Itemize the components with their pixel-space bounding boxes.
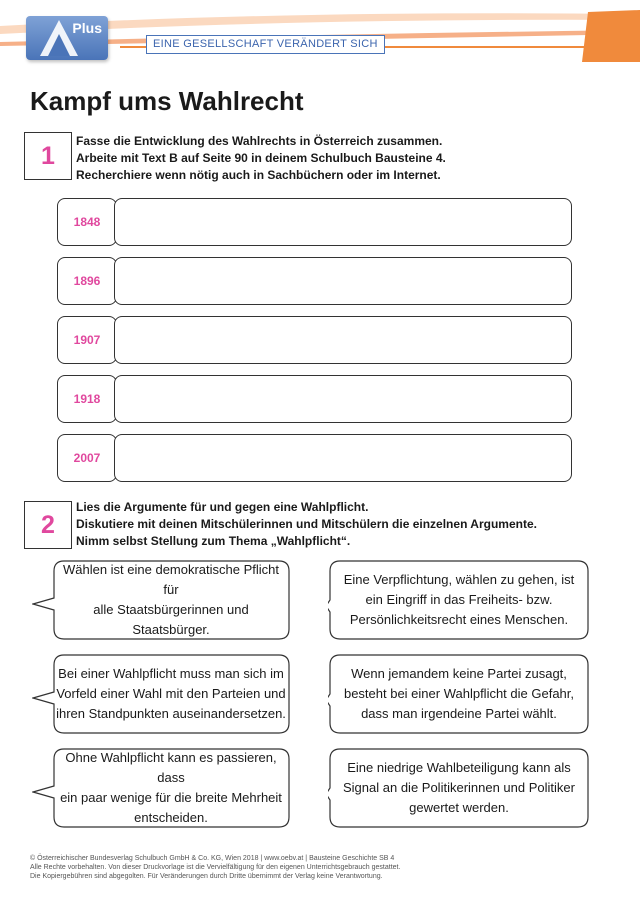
answer-field-2007[interactable] bbox=[114, 434, 572, 482]
publisher-logo bbox=[26, 16, 108, 60]
year-label-1896: 1896 bbox=[57, 257, 117, 305]
argument-text: Eine niedrige Wahlbeteiligung kann als Signal an die Politikerinnen und Politiker gewertet werden. bbox=[343, 760, 575, 815]
task2-instructions bbox=[76, 499, 537, 550]
logo-text: Plus bbox=[72, 20, 102, 36]
instruction-line: Fasse die Entwicklung des Wahlrechts in Österreich zusammen. bbox=[76, 134, 443, 148]
argument-bubble bbox=[32, 748, 290, 828]
instruction-line: Diskutiere mit deinen Mitschülerinnen und Mitschülern die einzelnen Argumente. bbox=[76, 517, 537, 531]
argument-bubble bbox=[32, 654, 290, 734]
argument-text: Wenn jemandem keine Partei zusagt, besteht bei einer Wahlpflicht die Gefahr, dass man irgendeine Partei wählt. bbox=[343, 666, 575, 721]
argument-text: Eine Verpflichtung, wählen zu gehen, ist ein Eingriff in das Freiheits- bzw. Persönlichkeitsrecht eines Menschen. bbox=[343, 572, 575, 627]
footer-line: © Österreichischer Bundesverlag Schulbuch GmbH & Co. KG, Wien 2018 | www.oebv.at | Bausteine Geschichte SB 4 bbox=[30, 855, 395, 862]
series-title: EINE GESELLSCHAFT VERÄNDERT SICH bbox=[146, 35, 385, 54]
year-label-1918: 1918 bbox=[57, 375, 117, 423]
year-label-1848: 1848 bbox=[57, 198, 117, 246]
answer-field-1896[interactable] bbox=[114, 257, 572, 305]
task1-instructions bbox=[76, 133, 446, 184]
footer-line: Alle Rechte vorbehalten. Von dieser Druckvorlage ist die Vervielfältigung für den eigenen Unterrichtsgebrauch gestattet. bbox=[30, 864, 401, 871]
instruction-line: Arbeite mit Text B auf Seite 90 in deinem Schulbuch Bausteine 4. bbox=[76, 151, 446, 165]
argument-bubble bbox=[32, 560, 290, 640]
instruction-line: Recherchiere wenn nötig auch in Sachbüchern oder im Internet. bbox=[76, 168, 441, 182]
argument-text: Bei einer Wahlpflicht muss man sich im Vorfeld einer Wahl mit den Parteien und ihren Standpunkten auseinandersetzen. bbox=[56, 666, 286, 721]
task-number-1: 1 bbox=[24, 132, 72, 180]
argument-bubble bbox=[328, 654, 586, 734]
year-label-2007: 2007 bbox=[57, 434, 117, 482]
argument-bubble bbox=[328, 748, 586, 828]
argument-text: Wählen ist eine demokratische Pflicht für alle Staatsbürgerinnen und Staatsbürger. bbox=[62, 562, 280, 637]
task-number-2: 2 bbox=[24, 501, 72, 549]
answer-field-1848[interactable] bbox=[114, 198, 572, 246]
answer-field-1918[interactable] bbox=[114, 375, 572, 423]
argument-bubble bbox=[328, 560, 586, 640]
argument-text: Ohne Wahlpflicht kann es passieren, dass ein paar wenige für die breite Mehrheit entscheiden. bbox=[60, 750, 282, 825]
year-label-1907: 1907 bbox=[57, 316, 117, 364]
footer-line: Die Kopiergebühren sind abgegolten. Für Veränderungen durch Dritte übernimmt der Verlag keine Verantwortung. bbox=[30, 873, 383, 880]
instruction-line: Nimm selbst Stellung zum Thema „Wahlpflicht“. bbox=[76, 534, 351, 548]
answer-field-1907[interactable] bbox=[114, 316, 572, 364]
instruction-line: Lies die Argumente für und gegen eine Wahlpflicht. bbox=[76, 500, 369, 514]
page-title: Kampf ums Wahlrecht bbox=[30, 86, 304, 116]
footer-copyright bbox=[30, 854, 400, 881]
